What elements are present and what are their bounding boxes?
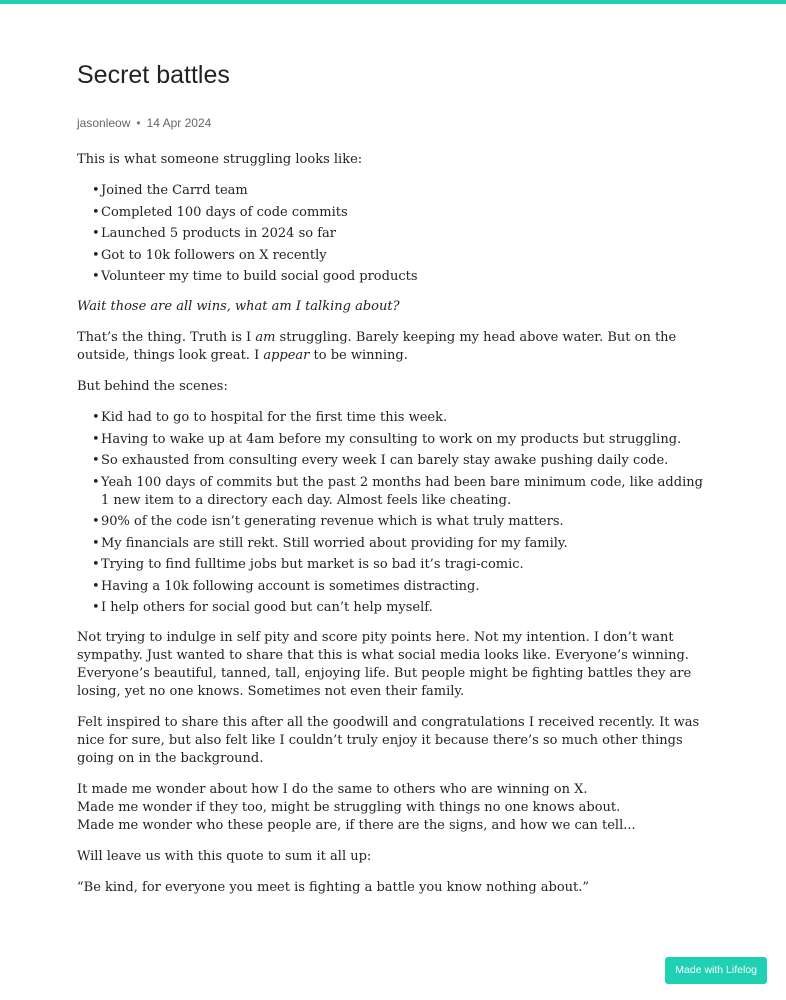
question-text: Wait those are all wins, what am I talking about? bbox=[77, 299, 400, 314]
post-author[interactable]: jasonleow bbox=[77, 116, 131, 130]
made-with-lifelog-button[interactable]: Made with Lifelog bbox=[665, 957, 767, 984]
struggles-list bbox=[77, 409, 707, 617]
meta-separator-dot: • bbox=[136, 116, 141, 130]
truth-paragraph bbox=[77, 329, 707, 365]
list-item: • 90% of the code isn’t generating revenue which is what truly matters. bbox=[101, 513, 707, 531]
list-item: • Joined the Carrd team bbox=[101, 182, 707, 200]
list-item: • Launched 5 products in 2024 so far bbox=[101, 225, 707, 243]
intro-paragraph: This is what someone struggling looks like: bbox=[77, 152, 363, 167]
post-date: 14 Apr 2024 bbox=[146, 116, 212, 130]
quote-intro-paragraph: Will leave us with this quote to sum it all up: bbox=[77, 849, 372, 864]
list-item: • So exhausted from consulting every week I can barely stay awake pushing daily code. bbox=[101, 452, 707, 470]
list-item: • Kid had to go to hospital for the first time this week. bbox=[101, 409, 707, 427]
behind-paragraph: But behind the scenes: bbox=[77, 379, 228, 394]
post-meta bbox=[77, 115, 707, 131]
truth-emphasis-appear: appear bbox=[263, 348, 310, 363]
wins-list bbox=[77, 182, 707, 286]
list-item: • Volunteer my time to build social good products bbox=[101, 268, 707, 286]
question-paragraph bbox=[77, 298, 707, 316]
post-body bbox=[77, 151, 707, 897]
truth-text-a: That’s the thing. Truth is I bbox=[77, 330, 256, 345]
list-item: • I help others for social good but can’t help myself. bbox=[101, 599, 707, 617]
truth-text-c: struggling. Barely keeping my head above water. But on the outside, things look great. I bbox=[77, 330, 677, 363]
list-item: • Trying to find fulltime jobs but market is so bad it’s tragi-comic. bbox=[101, 556, 707, 574]
wonder-line: It made me wonder about how I do the same to others who are winning on X. bbox=[77, 782, 588, 797]
list-item: • Yeah 100 days of commits but the past 2 months had been bare minimum code, like adding 1 new item to a directory each day. Almost feels like cheating. bbox=[101, 474, 707, 510]
truth-text-e: to be winning. bbox=[309, 348, 408, 363]
quote-paragraph: “Be kind, for everyone you meet is fighting a battle you know nothing about.” bbox=[77, 880, 590, 895]
wonder-line: Made me wonder who these people are, if there are the signs, and how we can tell... bbox=[77, 818, 636, 833]
list-item: • My financials are still rekt. Still worried about providing for my family. bbox=[101, 535, 707, 553]
post-article bbox=[77, 58, 707, 910]
wonder-paragraph bbox=[77, 781, 707, 835]
truth-emphasis-am: am bbox=[255, 330, 276, 345]
inspired-paragraph: Felt inspired to share this after all the goodwill and congratulations I received recently. It was nice for sure, but also felt like I couldn’t truly enjoy it because there’s so much other things going on in the background. bbox=[77, 715, 700, 766]
list-item: • Completed 100 days of code commits bbox=[101, 204, 707, 222]
wonder-line: Made me wonder if they too, might be struggling with things no one knows about. bbox=[77, 800, 621, 815]
list-item: • Having to wake up at 4am before my consulting to work on my products but struggling. bbox=[101, 431, 707, 449]
list-item: • Got to 10k followers on X recently bbox=[101, 247, 707, 265]
post-title: Secret battles bbox=[77, 61, 230, 89]
list-item: • Having a 10k following account is sometimes distracting. bbox=[101, 578, 707, 596]
pity-paragraph: Not trying to indulge in self pity and score pity points here. Not my intention. I don’t want sympathy. Just wanted to share that this is what social media looks like. Everyone’s winning. Everyone’s beautiful, tanned, tall, enjoying life. But people might be fighting battles they are losing, yet no one knows. Sometimes not even their family. bbox=[77, 630, 692, 699]
top-accent-bar bbox=[0, 0, 786, 4]
